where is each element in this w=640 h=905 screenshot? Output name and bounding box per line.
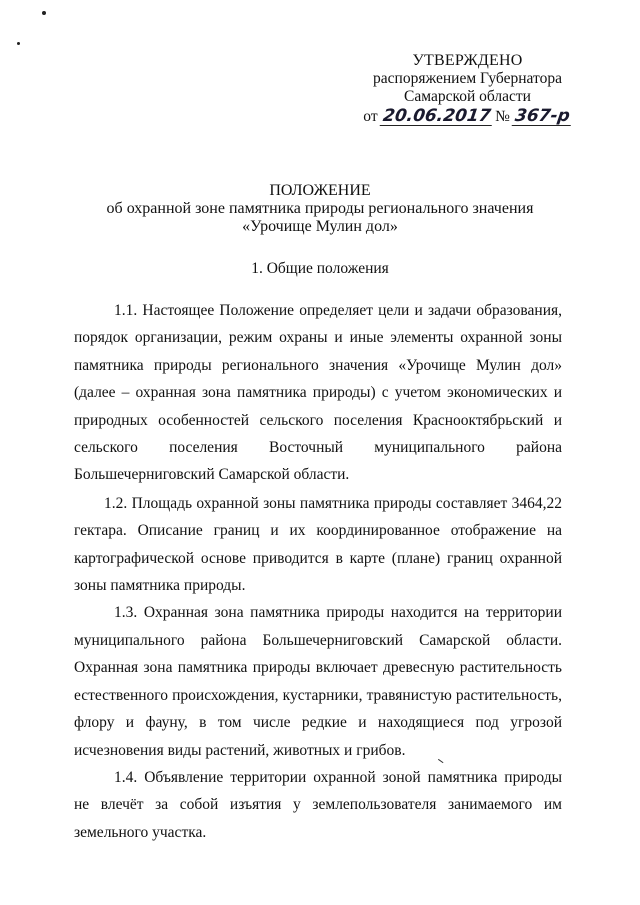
scan-speck bbox=[42, 11, 46, 15]
approval-stamp-block bbox=[360, 52, 575, 126]
paragraph-1-4: 1.4. Объявление территории охранной зоной памятника природы не влечёт за собой изъятия у землепользователя занимаемого им земельного участка. bbox=[74, 768, 562, 841]
handwritten-number: 367-р bbox=[513, 106, 572, 126]
approval-date-number-line bbox=[360, 107, 575, 126]
paragraph-1-1: 1.1. Настоящее Положение определяет цели и задачи образования, порядок организации, режим охраны и иные элементы охранной зоны памятника природы регионального значения «Урочище Мулин дол» (далее – охранная зона памятника природы) с учетом экономических и природных особенностей сельского поселения Краснооктябрьский и сельского поселения Восточный муниципального района Большечерниговский Самарской области. bbox=[74, 302, 562, 484]
approved-label: УТВЕРЖДЕНО bbox=[412, 52, 523, 69]
document-subtitle-line-1: об охранной зоне памятника природы регионального значения bbox=[106, 200, 534, 217]
handwritten-date: 20.06.2017 bbox=[381, 106, 492, 126]
document-subtitle-line-2: «Урочище Мулин дол» bbox=[242, 218, 398, 235]
document-title-block bbox=[60, 182, 580, 236]
approval-line-2: Самарской области bbox=[404, 88, 531, 105]
paragraph-1-3: 1.3. Охранная зона памятника природы находится на территории муниципального района Большечерниговский Самарской области. Охранная зона памятника природы включает древесную растительность естественного происхождения, кустарники, травянистую растительность, флору и фауну, в том числе редкие и находящиеся под угрозой исчезновения виды растений, животных и грибов. bbox=[74, 604, 562, 759]
section-heading: 1. Общие положения bbox=[251, 260, 389, 277]
document-heading: ПОЛОЖЕНИЕ bbox=[269, 182, 371, 199]
scan-speck bbox=[17, 42, 20, 45]
from-label: от bbox=[363, 108, 378, 125]
approval-line-1: распоряжением Губернатора bbox=[373, 70, 562, 87]
paragraph-1-2: 1.2. Площадь охранной зоны памятника природы составляет 3464,22 гектара. Описание границ и их координированное отображение на картографической основе приводится в карте (плане) границ охранной зоны памятника природы. bbox=[74, 494, 562, 595]
document-body bbox=[74, 297, 562, 846]
number-label: № bbox=[495, 108, 510, 125]
